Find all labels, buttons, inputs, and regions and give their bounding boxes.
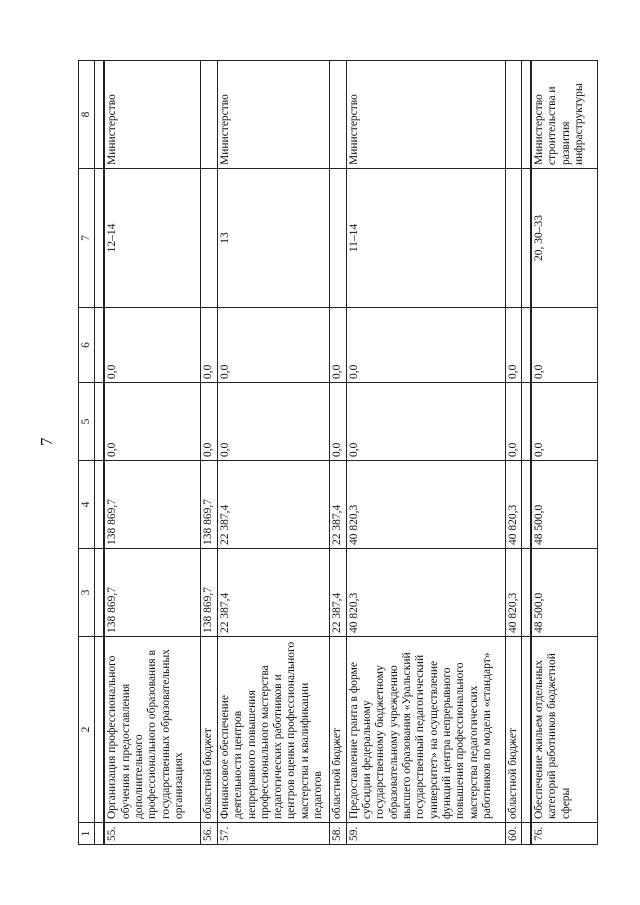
cell-year-1: 22 387,4 (330, 461, 346, 549)
row-number: 60. (505, 823, 521, 845)
cell-target-refs (201, 169, 217, 308)
cell-year-3: 0,0 (346, 308, 505, 383)
cell-year-1: 48 500,0 (531, 461, 597, 549)
row-number: 56. (201, 823, 217, 845)
cell-total: 22 387,4 (330, 549, 346, 637)
table-row (330, 61, 346, 845)
column-header: 1 (79, 823, 95, 845)
cell-year-1: 40 820,3 (346, 461, 505, 549)
cell-total: 138 869,7 (104, 549, 200, 637)
row-number: 76. (531, 823, 597, 845)
column-header: 3 (79, 549, 95, 637)
cell-target-refs: 20, 30–33 (531, 169, 597, 308)
column-header: 8 (79, 61, 95, 169)
cell-year-1: 40 820,3 (505, 461, 521, 549)
cell-year-3: 0,0 (330, 308, 346, 383)
cell-target-refs: 11–14 (346, 169, 505, 308)
cell-year-2: 0,0 (217, 383, 330, 461)
row-description: Предоставление гранта в форме субсидии федеральному государственному бюджетному образовательному учреждению высшего образования «Уральский государственный педагогический университет» на осуществление функций центра непрерывного повышения профессионального мастерства педагогических работников по модели «стандарт» (346, 637, 505, 823)
cell-year-2: 0,0 (531, 383, 597, 461)
cell-responsible (505, 61, 521, 169)
row-description: Организация профессионального обучения и предоставления дополнительного профессионального образования в государственных образовательных организациях (104, 637, 200, 823)
table-row (505, 61, 521, 845)
cell-target-refs (505, 169, 521, 308)
cell-responsible: Министерство (346, 61, 505, 169)
cell-year-3: 0,0 (531, 308, 597, 383)
cell-year-1: 138 869,7 (104, 461, 200, 549)
cell-year-3: 0,0 (217, 308, 330, 383)
column-header: 2 (79, 637, 95, 823)
cell-year-3: 0,0 (104, 308, 200, 383)
row-description: областной бюджет (505, 637, 521, 823)
column-number-row (79, 61, 95, 845)
cell-total: 40 820,3 (505, 549, 521, 637)
row-number: 55. (104, 823, 200, 845)
row-number: 57. (217, 823, 330, 845)
cell-year-3: 0,0 (505, 308, 521, 383)
cell-target-refs: 13 (217, 169, 330, 308)
cell-total: 138 869,7 (201, 549, 217, 637)
column-header: 4 (79, 461, 95, 549)
cell-responsible (330, 61, 346, 169)
cell-target-refs: 12–14 (104, 169, 200, 308)
page-number: 7 (37, 437, 56, 446)
data-table (78, 60, 598, 845)
cell-year-2: 0,0 (505, 383, 521, 461)
cell-target-refs (330, 169, 346, 308)
row-description: областной бюджет (201, 637, 217, 823)
cell-responsible: Министерство строительства и развития инфраструктуры (531, 61, 597, 169)
column-header: 5 (79, 383, 95, 461)
cell-total: 40 820,3 (346, 549, 505, 637)
cell-responsible: Министерство (104, 61, 200, 169)
row-number: 59. (346, 823, 505, 845)
table-row (346, 61, 505, 845)
separator-row (95, 61, 105, 845)
cell-responsible: Министерство (217, 61, 330, 169)
table-row (217, 61, 330, 845)
separator-row (522, 61, 532, 845)
cell-year-3: 0,0 (201, 308, 217, 383)
cell-total: 22 387,4 (217, 549, 330, 637)
table-row (531, 61, 597, 845)
row-description: Финансовое обеспечение деятельности центров непрерывного повышения профессионального мастерства педагогических работников и центров оценки профессионального мастерства и квалификации педагогов (217, 637, 330, 823)
cell-responsible (201, 61, 217, 169)
cell-year-1: 22 387,4 (217, 461, 330, 549)
column-header: 6 (79, 308, 95, 383)
row-number: 58. (330, 823, 346, 845)
cell-year-2: 0,0 (201, 383, 217, 461)
row-description: областной бюджет (330, 637, 346, 823)
cell-year-2: 0,0 (346, 383, 505, 461)
cell-year-2: 0,0 (330, 383, 346, 461)
cell-total: 48 500,0 (531, 549, 597, 637)
row-description: Обеспечение жильем отдельных категорий работников бюджетной сферы (531, 637, 597, 823)
rotated-table-container (78, 61, 598, 845)
column-header: 7 (79, 169, 95, 308)
cell-year-2: 0,0 (104, 383, 200, 461)
table-row (104, 61, 200, 845)
cell-year-1: 138 869,7 (201, 461, 217, 549)
table-row (201, 61, 217, 845)
